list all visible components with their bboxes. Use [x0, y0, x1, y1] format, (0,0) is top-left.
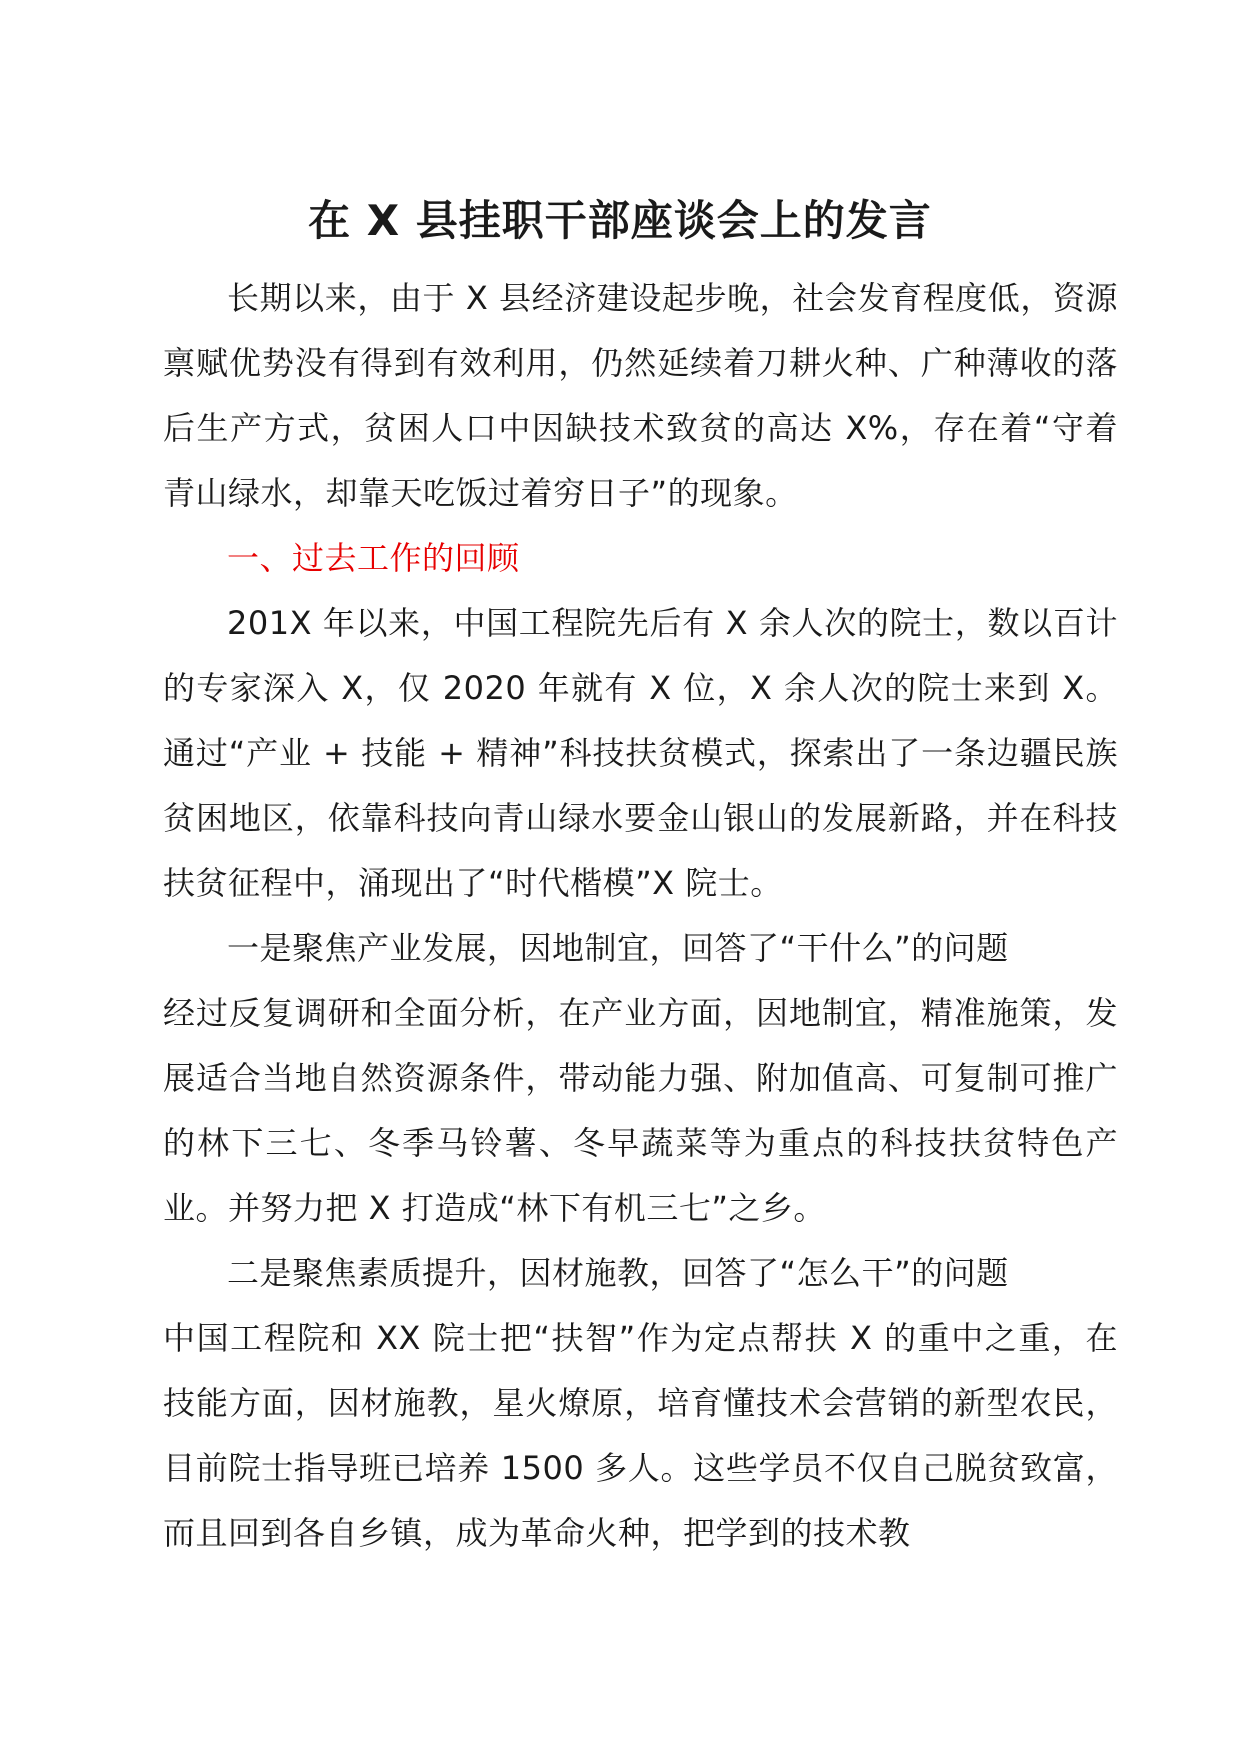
section-heading-review: 一、过去工作的回顾 [227, 539, 520, 577]
document-title: 在 X 县挂职干部座谈会上的发言 [308, 196, 932, 245]
subheading-industry: 一是聚焦产业发展，因地制宜，回答了“干什么”的问题 [227, 929, 1009, 967]
paragraph-skills: 中国工程院和 XX 院士把“扶智”作为定点帮扶 X 的重中之重，在技能方面，因材施教，星火燎原，培育懂技术会营销的新型农民，目前院士指导班已培养 1500 多人。这些学员不仅自己脱贫致富，而且回到各自乡镇，成为革命火种，把学到的技术教 [163, 1319, 1118, 1552]
subheading-skills: 二是聚焦素质提升，因材施教，回答了“怎么干”的问题 [227, 1254, 1009, 1292]
paragraph-overview: 201X 年以来，中国工程院先后有 X 余人次的院士，数以百计的专家深入 X，仅 2020 年就有 X 位，X 余人次的院士来到 X。通过“产业 + 技能 + 精神”科技扶贫模式，探索出了一条边疆民族贫困地区，依靠科技向青山绿水要金山银山的发展新路，并在科技扶贫征程中，涌现出了“时代楷模”X 院士。 [163, 604, 1118, 902]
document-body [163, 266, 1118, 1566]
paragraph-industry: 经过反复调研和全面分析，在产业方面，因地制宜，精准施策，发展适合当地自然资源条件，带动能力强、附加值高、可复制可推广的林下三七、冬季马铃薯、冬早蔬菜等为重点的科技扶贫特色产业。并努力把 X 打造成“林下有机三七”之乡。 [163, 994, 1118, 1227]
paragraph-intro: 长期以来，由于 X 县经济建设起步晚，社会发育程度低，资源禀赋优势没有得到有效利用，仍然延续着刀耕火种、广种薄收的落后生产方式，贫困人口中因缺技术致贫的高达 X%，存在着“守着青山绿水，却靠天吃饭过着穷日子”的现象。 [163, 279, 1118, 512]
